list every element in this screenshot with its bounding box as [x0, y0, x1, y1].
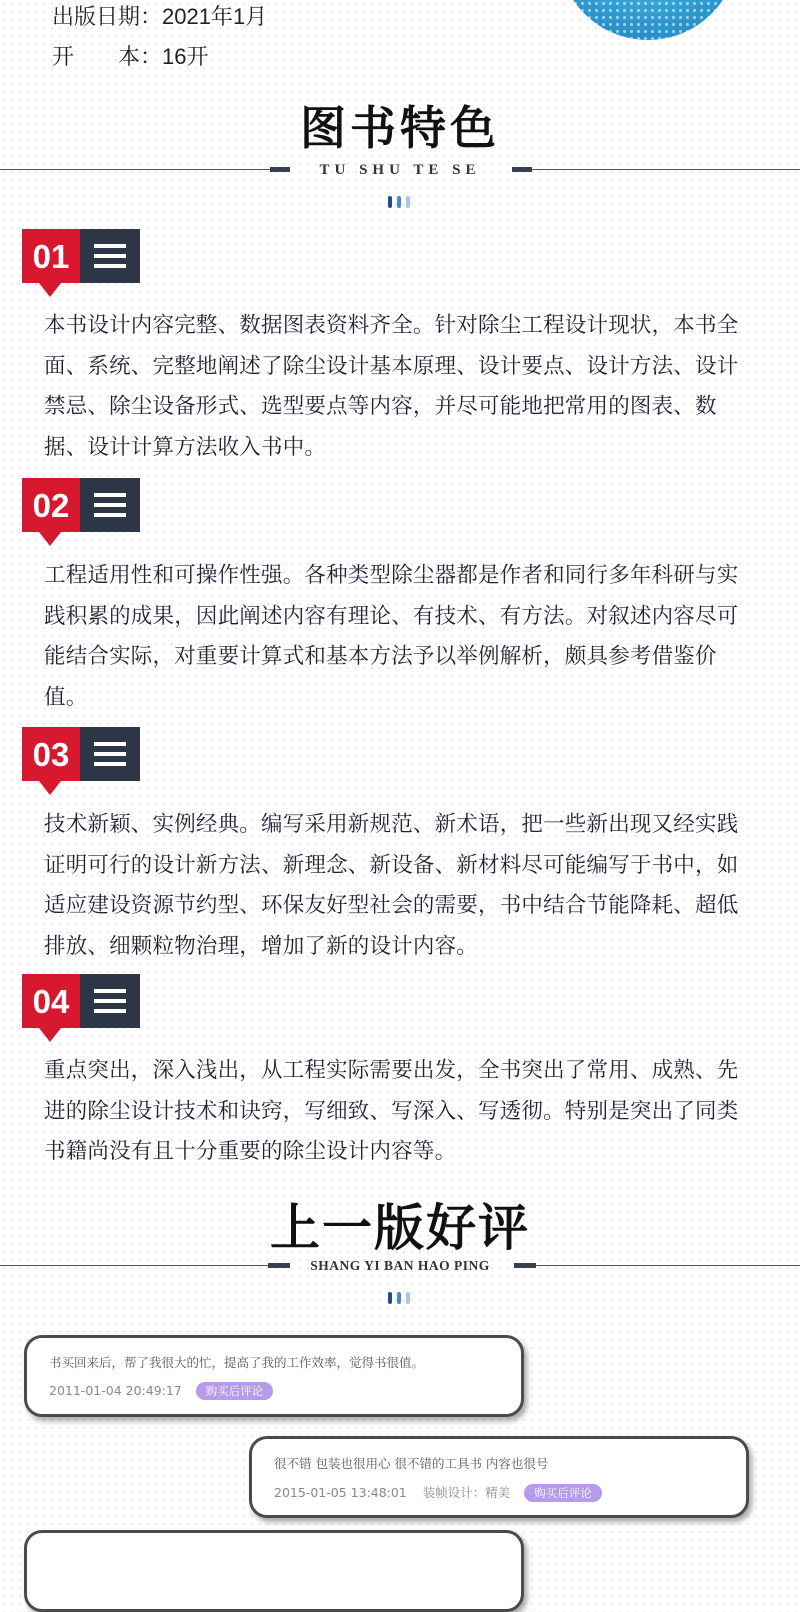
feature-badge-01 [22, 229, 140, 283]
hamburger-menu-icon [80, 727, 140, 781]
globe-dot-pattern [558, 0, 738, 40]
review-meta [49, 1382, 273, 1400]
review-card [24, 1335, 524, 1417]
feature-badge-04 [22, 974, 140, 1028]
feature-text-04: 重点突出，深入浅出，从工程实际需要出发，全书突出了常用、成熟、先进的除尘设计技术和诀窍，写细致、写深入、写透彻。特别是突出了同类书籍尚没有且十分重要的除尘设计内容等。 [44, 1058, 739, 1164]
review-text: 很不错 包装也很用心 很不错的工具书 内容也很号 [274, 1456, 549, 1471]
review-card [249, 1436, 749, 1518]
badge-pointer [39, 532, 61, 546]
feature-number: 04 [22, 974, 80, 1028]
reviews-subtitle: SHANG YI BAN HAO PING [310, 1258, 490, 1273]
review-date: 2015-01-05 13:48:01 [274, 1485, 407, 1500]
badge-pointer [39, 283, 61, 297]
badge-pointer [39, 1028, 61, 1042]
feature-text-03: 技术新颖、实例经典。编写采用新规范、新术语，把一些新出现又经实践证明可行的设计新方法、新理念、新设备、新材料尽可能编写于书中，如适应建设资源节约型、环保友好型社会的需要，书中结合节能降耗、超低排放、细颗粒物治理，增加了新的设计内容。 [44, 812, 739, 959]
section-indicator [388, 196, 416, 208]
features-heading: 图书特色 [300, 101, 500, 155]
book-format: 开 本：16开 [52, 44, 209, 69]
review-date: 2011-01-04 20:49:17 [49, 1383, 182, 1398]
review-binding-rating: 装帧设计：精美 [422, 1485, 511, 1500]
badge-pointer [39, 781, 61, 795]
feature-number: 02 [22, 478, 80, 532]
review-meta [274, 1483, 602, 1502]
feature-number: 01 [22, 229, 80, 283]
review-text: 书买回来后，帮了我很大的忙，提高了我的工作效率，觉得书很值。 [49, 1355, 425, 1370]
hamburger-menu-icon [80, 229, 140, 283]
section-indicator [388, 1292, 416, 1304]
reviews-subtitle-row [0, 1256, 800, 1276]
reviews-heading: 上一版好评 [270, 1198, 530, 1257]
hamburger-menu-icon [80, 974, 140, 1028]
features-subtitle-row [0, 160, 800, 180]
review-card-partial [24, 1530, 524, 1612]
publish-date: 出版日期：2021年1月 [52, 4, 268, 29]
feature-badge-02 [22, 478, 140, 532]
feature-text-01: 本书设计内容完整、数据图表资料齐全。针对除尘工程设计现状，本书全面、系统、完整地阐述了除尘设计基本原理、设计要点、设计方法、设计禁忌、除尘设备形式、选型要点等内容，并尽可能地把常用的图表、数据、设计计算方法收入书中。 [44, 313, 739, 460]
review-tag: 购买后评论 [524, 1484, 602, 1502]
features-subtitle: TU SHU TE SE [319, 162, 481, 178]
feature-text-02: 工程适用性和可操作性强。各种类型除尘器都是作者和同行多年科研与实践积累的成果，因此阐述内容有理论、有技术、有方法。对叙述内容尽可能结合实际，对重要计算式和基本方法予以举例解析，颇具参考借鉴价值。 [44, 563, 739, 710]
hamburger-menu-icon [80, 478, 140, 532]
feature-badge-03 [22, 727, 140, 781]
feature-number: 03 [22, 727, 80, 781]
review-tag: 购买后评论 [196, 1382, 274, 1400]
